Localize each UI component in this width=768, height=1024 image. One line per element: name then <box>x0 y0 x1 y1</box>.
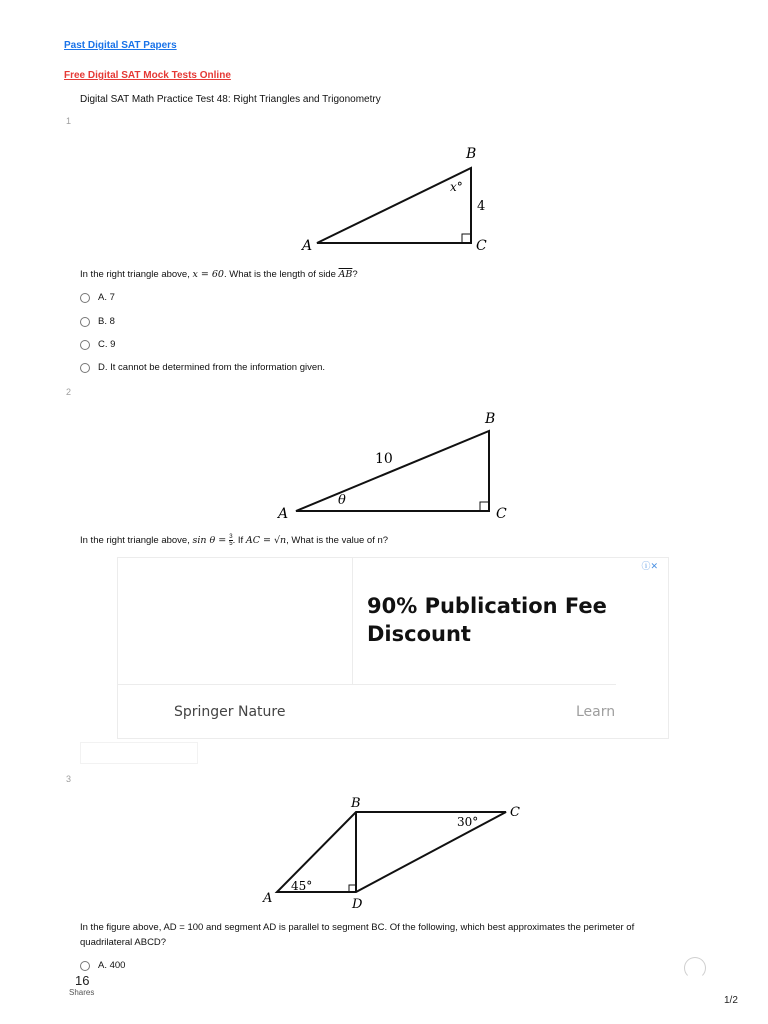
question-1-text-before: In the right triangle above, <box>80 269 193 280</box>
vertex-label-c: C <box>476 238 487 254</box>
ad-headline[interactable]: 90% Publication Fee Discount <box>367 594 607 646</box>
side-length-label: 10 <box>375 451 393 467</box>
question-number-2: 2 <box>66 387 72 397</box>
q1-option-b[interactable] <box>80 316 115 327</box>
question-2-text-after: , What is the value of n? <box>286 535 389 547</box>
option-label: A. 400 <box>98 960 126 971</box>
triangle-figure-2 <box>270 405 520 525</box>
right-angle-marker <box>480 502 489 511</box>
q1-option-c[interactable] <box>80 339 115 350</box>
q1-option-a[interactable] <box>80 292 115 303</box>
question-3-text: In the figure above, AD = 100 and segment AD is parallel to segment BC. Of the following, which best approximates the perimeter of quadrilateral ABCD? <box>80 922 635 948</box>
radio-icon[interactable] <box>80 961 90 971</box>
vertex-label-b: B <box>466 146 477 162</box>
vertex-label-c: C <box>496 506 507 522</box>
page-indicator: 1/2 <box>724 995 738 1006</box>
ad-image-area <box>118 558 353 684</box>
ad-brand: Springer Nature <box>174 704 286 720</box>
option-label: D. It cannot be determined from the information given. <box>98 362 326 373</box>
question-number-1: 1 <box>66 116 72 126</box>
vertex-label-d: D <box>352 897 363 912</box>
question-1-math-expr: x = 60 <box>192 269 224 280</box>
triangle-figure-1 <box>290 140 500 260</box>
loading-spinner-icon <box>684 957 706 979</box>
shares-count[interactable]: 16 <box>75 973 90 988</box>
triangle-shape <box>296 431 489 511</box>
question-2-math-ac: AC = √n <box>245 535 287 547</box>
right-angle-marker <box>349 885 356 892</box>
radio-icon[interactable] <box>80 293 90 303</box>
vertex-label-b: B <box>485 411 496 427</box>
fraction-denominator: 5 <box>229 541 233 547</box>
vertex-label-c: C <box>510 805 520 820</box>
angle-label-45: 45° <box>291 879 313 893</box>
advertisement[interactable] <box>117 557 669 739</box>
past-papers-link[interactable]: Past Digital SAT Papers <box>64 40 177 51</box>
option-label: C. 9 <box>98 339 116 350</box>
ad-divider <box>118 684 616 685</box>
vertex-label-a: A <box>278 506 289 522</box>
radio-icon[interactable] <box>80 340 90 350</box>
angle-label-30: 30° <box>457 815 479 829</box>
vertex-label-b: B <box>351 796 361 811</box>
q1-option-d[interactable] <box>80 362 325 373</box>
ad-info-close-icon[interactable]: ⓘ✕ <box>641 561 658 571</box>
option-label: A. 7 <box>98 292 115 303</box>
quadrilateral-figure-3 <box>255 790 535 915</box>
side-length-label: 4 <box>477 199 486 214</box>
question-1-text-mid: . What is the length of side <box>223 269 339 280</box>
question-1-text-after: ? <box>352 269 358 280</box>
triangle-shape <box>317 168 471 243</box>
q3-option-a[interactable] <box>80 960 125 971</box>
question-2-text <box>80 534 388 547</box>
question-1-text <box>80 269 358 280</box>
right-angle-marker <box>462 234 471 243</box>
question-2-math-sin: sin θ = <box>192 535 230 547</box>
question-1-math-side: $\overline{AB}$ <box>338 269 353 280</box>
option-label: B. 8 <box>98 316 115 327</box>
question-2-text-mid: . If <box>232 535 246 547</box>
shares-label: Shares <box>69 988 95 997</box>
ad-placeholder <box>80 742 198 764</box>
page-title: Digital SAT Math Practice Test 48: Right Triangles and Trigonometry <box>80 94 381 105</box>
question-2-text-before: In the right triangle above, <box>80 535 193 547</box>
mock-tests-link[interactable]: Free Digital SAT Mock Tests Online <box>64 70 231 81</box>
vertex-label-a: A <box>302 238 313 254</box>
angle-label: x° <box>450 180 463 194</box>
vertex-label-a: A <box>263 891 273 906</box>
radio-icon[interactable] <box>80 363 90 373</box>
fraction-numerator: 3 <box>229 534 233 540</box>
radio-icon[interactable] <box>80 317 90 327</box>
angle-label: θ <box>338 493 346 508</box>
ad-learn-button[interactable]: Learn <box>576 704 616 720</box>
question-number-3: 3 <box>66 774 72 784</box>
